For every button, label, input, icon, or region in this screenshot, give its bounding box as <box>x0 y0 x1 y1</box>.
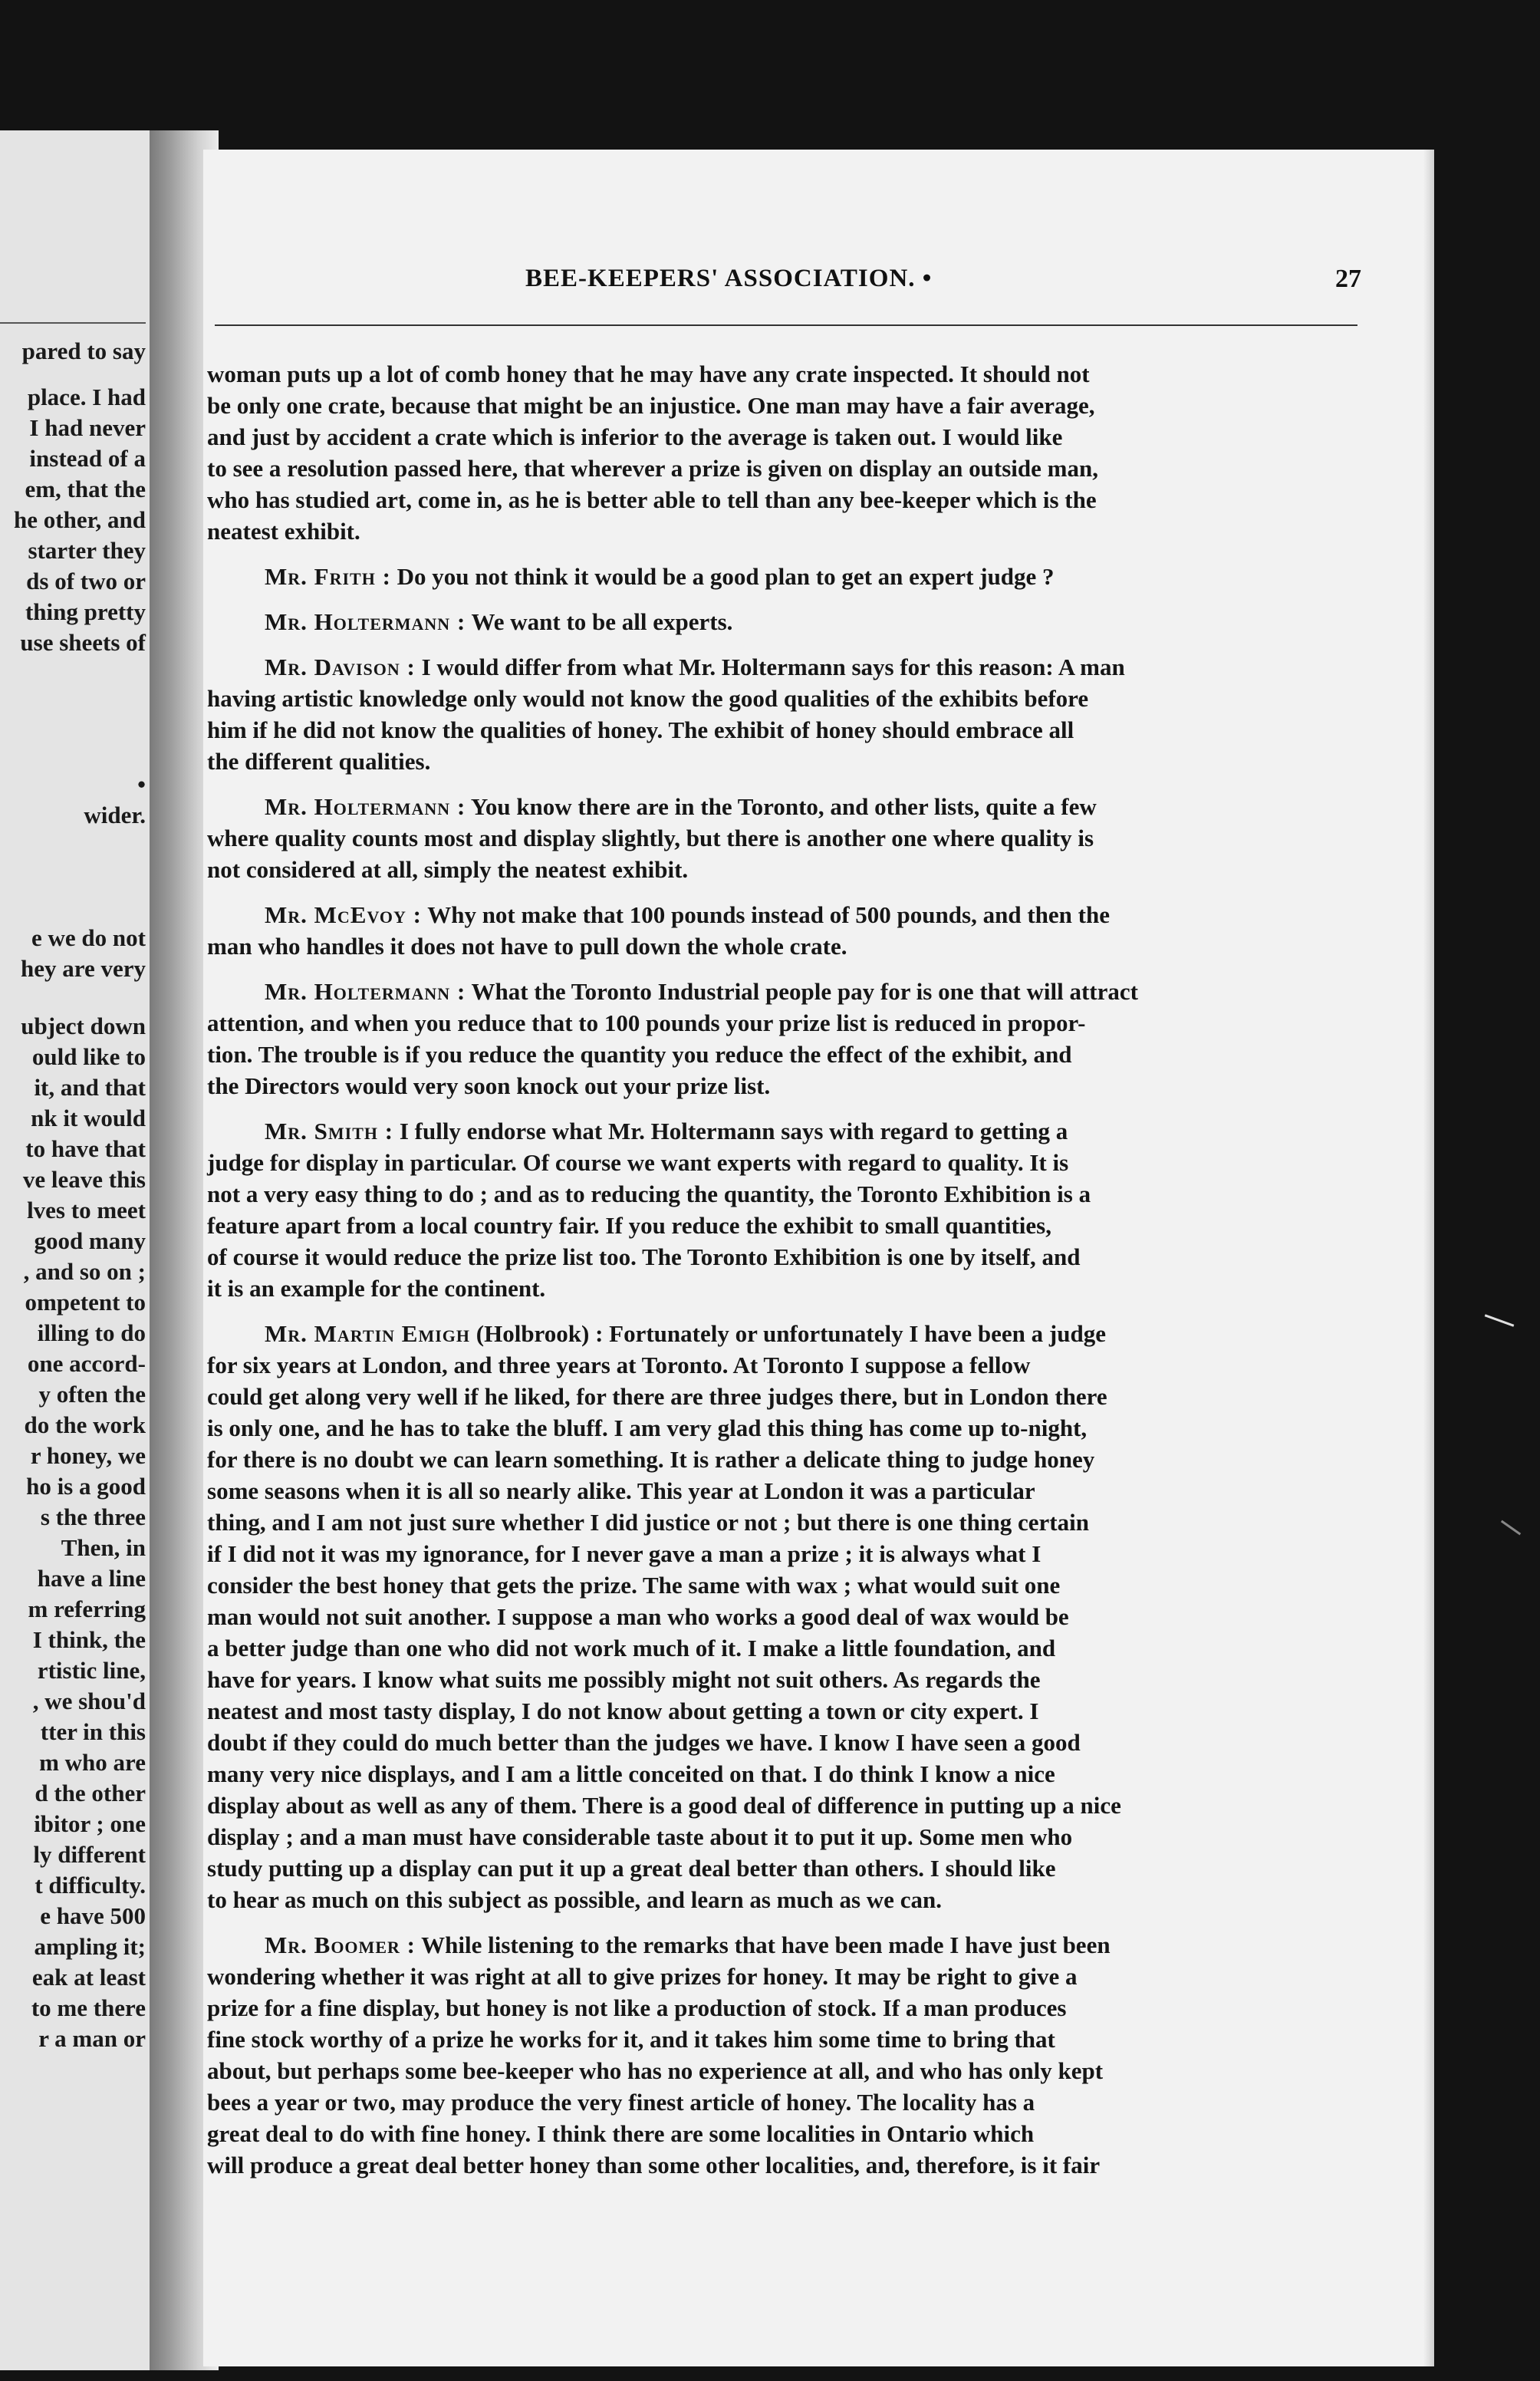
paragraph-line: display about as well as any of them. There is a good deal of difference in putting up a nice <box>207 1792 1121 1819</box>
left-page-fragment: , and so on ; <box>23 1258 146 1285</box>
paragraph-line: of course it would reduce the prize list too. The Toronto Exhibition is one by itself, and <box>207 1243 1081 1270</box>
paragraph-line: man would not suit another. I suppose a man who works a good deal of wax would be <box>207 1603 1069 1630</box>
paragraph-line: the different qualities. <box>207 748 431 775</box>
paragraph-line: attention, and when you reduce that to 100 pounds your prize list is reduced in propor- <box>207 1009 1086 1036</box>
paragraph-line: be only one crate, because that might be an injustice. One man may have a fair average, <box>207 392 1095 419</box>
left-page-fragment: thing pretty <box>25 598 146 625</box>
left-page-fragment: pared to say <box>21 338 146 364</box>
left-page-fragment: I think, the <box>32 1626 146 1653</box>
paragraph-line: wondering whether it was right at all to give prizes for honey. It may be right to give a <box>207 1963 1078 1990</box>
speaker-name: Mr. Martin Emigh <box>265 1320 471 1347</box>
left-page-fragment: starter they <box>28 537 146 564</box>
left-page-fragment: , we shou'd <box>32 1688 146 1714</box>
page-edge <box>1423 150 1434 2366</box>
paragraph-line: neatest and most tasty display, I do not know about getting a town or city expert. I <box>207 1698 1039 1724</box>
left-page-fragment: to have that <box>25 1135 146 1162</box>
speaker-line <box>265 1118 1068 1145</box>
left-page-fragment: eak at least <box>31 1964 146 1991</box>
paragraph-line: not considered at all, simply the neatest exhibit. <box>207 856 689 883</box>
scan-speck <box>1485 1314 1515 1327</box>
left-page-fragment: t difficulty. <box>35 1872 146 1899</box>
paragraph-line: a better judge than one who did not work much of it. I make a little foundation, and <box>207 1635 1056 1661</box>
paragraph-line: great deal to do with fine honey. I think there are some localities in Ontario which <box>207 2120 1035 2147</box>
paragraph-line: if I did not it was my ignorance, for I never gave a man a prize ; it is always what I <box>207 1540 1041 1567</box>
left-page-fragment: ompetent to <box>25 1289 146 1316</box>
page-number: 27 <box>1335 265 1361 293</box>
paragraph-line-text: You know there are in the Toronto, and other lists, quite a few <box>470 793 1097 820</box>
left-page-fragment: Then, in <box>61 1534 146 1561</box>
left-page-fragment: he other, and <box>14 506 146 533</box>
paragraph-line: will produce a great deal better honey than some other localities, and, therefore, is it fair <box>207 2152 1101 2178</box>
left-page-fragment: m referring <box>28 1596 146 1622</box>
paragraph-line: woman puts up a lot of comb honey that he may have any crate inspected. It should not <box>207 361 1090 387</box>
paragraph-line: it is an example for the continent. <box>207 1275 546 1302</box>
speaker-name: Mr. Boomer : <box>265 1931 416 1958</box>
paragraph-line: study putting up a display can put it up a great deal better than others. I should like <box>207 1855 1056 1882</box>
speaker-line <box>265 1320 1106 1348</box>
speaker-line <box>265 978 1138 1006</box>
running-head <box>203 265 1434 295</box>
paragraph-line: have for years. I know what suits me possibly might not suit others. As regards the <box>207 1666 1041 1693</box>
paragraph-line: man who handles it does not have to pull down the whole crate. <box>207 933 847 960</box>
speaker-line <box>265 654 1125 681</box>
paragraph-line: not a very easy thing to do ; and as to reducing the quantity, the Toronto Exhibition is a <box>207 1181 1091 1207</box>
header-rule <box>215 324 1357 326</box>
speaker-line <box>265 608 732 636</box>
paragraph-line-text: Why not make that 100 pounds instead of 500 pounds, and then the <box>427 901 1110 928</box>
left-page-fragment: y often the <box>38 1381 146 1408</box>
left-page-fragment: ibitor ; one <box>34 1810 146 1837</box>
paragraph-line: him if he did not know the qualities of honey. The exhibit of honey should embrace all <box>207 716 1074 743</box>
paragraph-line: bees a year or two, may produce the very finest article of honey. The locality has a <box>207 2089 1035 2116</box>
left-page-fragment: e have 500 <box>40 1902 146 1929</box>
paragraph-line: many very nice displays, and I am a little conceited on that. I do think I know a nice <box>207 1760 1055 1787</box>
paragraph-line-text: What the Toronto Industrial people pay for is one that will attract <box>471 978 1138 1005</box>
speaker-line <box>265 563 1055 591</box>
left-page-fragment: ds of two or <box>26 568 146 594</box>
left-page-fragment: e we do not <box>31 924 146 951</box>
paragraph-line-text: I fully endorse what Mr. Holtermann says with regard to getting a <box>399 1118 1068 1144</box>
main-page <box>203 150 1434 2366</box>
left-page-fragment: instead of a <box>29 445 146 472</box>
speaker-name: Mr. Smith : <box>265 1118 394 1144</box>
paragraph-line: fine stock worthy of a prize he works for it, and it takes him some time to bring that <box>207 2026 1055 2053</box>
paragraph-line: neatest exhibit. <box>207 518 360 545</box>
left-page-fragment: tter in this <box>40 1718 146 1745</box>
left-page-fragment: r a man or <box>38 2025 146 2052</box>
left-page-fragment: one accord- <box>27 1350 146 1377</box>
left-page-fragment: ly different <box>33 1841 146 1868</box>
left-page-fragment: em, that the <box>25 476 146 502</box>
paragraph-line: to see a resolution passed here, that wherever a prize is given on display an outside man, <box>207 455 1098 482</box>
left-page-fragment: to me there <box>31 1994 146 2021</box>
speaker-name: Mr. Holtermann : <box>265 978 466 1005</box>
left-page-fragment: ubject down <box>21 1013 146 1039</box>
left-page-fragment: use sheets of <box>20 629 146 656</box>
left-page-fragment: it, and that <box>34 1074 146 1101</box>
paragraph-line: could get along very well if he liked, for there are three judges there, but in London there <box>207 1383 1107 1410</box>
paragraph-line: feature apart from a local country fair. If you reduce the exhibit to small quantities, <box>207 1212 1051 1239</box>
left-page-fragment: rtistic line, <box>37 1657 146 1684</box>
paragraph-line: for six years at London, and three years at Toronto. At Toronto I suppose a fellow <box>207 1352 1031 1378</box>
left-page-fragment: ve leave this <box>22 1166 146 1193</box>
left-page-fragment: • <box>137 771 146 798</box>
paragraph-line: display ; and a man must have considerable taste about it to put it up. Some men who <box>207 1823 1073 1850</box>
left-page-fragment: hey are very <box>21 955 146 982</box>
paragraph-line: and just by accident a crate which is inferior to the average is taken out. I would like <box>207 423 1063 450</box>
paragraph-line: for there is no doubt we can learn something. It is rather a delicate thing to judge honey <box>207 1446 1095 1473</box>
paragraph-line: is only one, and he has to take the bluff. I am very glad this thing has come up to-night, <box>207 1414 1088 1441</box>
paragraph-line-text: (Holbrook) : Fortunately or unfortunately I have been a judge <box>475 1320 1106 1347</box>
left-page-fragment: wider. <box>84 802 146 828</box>
left-page-fragment: ho is a good <box>26 1473 146 1500</box>
left-page-fragment: have a line <box>37 1565 146 1592</box>
speaker-name: Mr. Davison : <box>265 654 416 680</box>
left-page-fragment: good many <box>34 1227 146 1254</box>
left-page-fragment: r honey, we <box>30 1442 146 1469</box>
speaker-name: Mr. Holtermann : <box>265 608 466 635</box>
paragraph-line: doubt if they could do much better than the judges we have. I know I have seen a good <box>207 1729 1081 1756</box>
left-page-fragment: s the three <box>40 1503 146 1530</box>
paragraph-line: consider the best honey that gets the prize. The same with wax ; what would suit one <box>207 1572 1061 1599</box>
paragraph-line: tion. The trouble is if you reduce the quantity you reduce the effect of the exhibit, and <box>207 1041 1072 1068</box>
left-page-rule <box>0 322 146 324</box>
speaker-name: Mr. McEvoy : <box>265 901 422 928</box>
paragraph-line: having artistic knowledge only would not know the good qualities of the exhibits before <box>207 685 1089 712</box>
paragraph-line-text: I would differ from what Mr. Holtermann says for this reason: A man <box>421 654 1125 680</box>
paragraph-line: the Directors would very soon knock out your prize list. <box>207 1072 771 1099</box>
left-page-fragment: lves to meet <box>27 1197 146 1223</box>
speaker-name: Mr. Holtermann : <box>265 793 466 820</box>
left-page-fragment: ampling it; <box>34 1933 146 1960</box>
left-page-fragment: I had never <box>29 414 146 441</box>
paragraph-line-text: While listening to the remarks that have been made I have just been <box>421 1931 1111 1958</box>
left-page-fragment: m who are <box>39 1749 146 1776</box>
paragraph-line-text: We want to be all experts. <box>471 608 733 635</box>
left-page-fragment: ould like to <box>31 1043 146 1070</box>
paragraph-line: where quality counts most and display slightly, but there is another one where quality is <box>207 825 1094 851</box>
left-page-fragment: nk it would <box>31 1105 146 1131</box>
speaker-line <box>265 1931 1111 1959</box>
speaker-name: Mr. Frith : <box>265 563 391 590</box>
running-head-title: BEE-KEEPERS' ASSOCIATION. • <box>525 265 933 292</box>
paragraph-line: thing, and I am not just sure whether I did justice or not ; but there is one thing certain <box>207 1509 1089 1536</box>
left-page-fragment: do the work <box>24 1411 146 1438</box>
scan-speck <box>1501 1520 1521 1536</box>
paragraph-line: to hear as much on this subject as possible, and learn as much as we can. <box>207 1886 942 1913</box>
left-page-fragment: place. I had <box>27 384 146 410</box>
paragraph-line: some seasons when it is all so nearly alike. This year at London it was a particular <box>207 1477 1035 1504</box>
speaker-line <box>265 793 1097 821</box>
paragraph-line-text: Do you not think it would be a good plan to get an expert judge ? <box>397 563 1055 590</box>
paragraph-line: who has studied art, come in, as he is better able to tell than any bee-keeper which is the <box>207 486 1097 513</box>
paragraph-line: judge for display in particular. Of course we want experts with regard to quality. It is <box>207 1149 1069 1176</box>
left-page-fragment: illing to do <box>37 1319 146 1346</box>
paragraph-line: prize for a fine display, but honey is not like a production of stock. If a man produces <box>207 1994 1067 2021</box>
paragraph-line: about, but perhaps some bee-keeper who has no experience at all, and who has only kept <box>207 2057 1104 2084</box>
left-page-fragment: d the other <box>35 1780 146 1806</box>
speaker-line <box>265 901 1110 929</box>
